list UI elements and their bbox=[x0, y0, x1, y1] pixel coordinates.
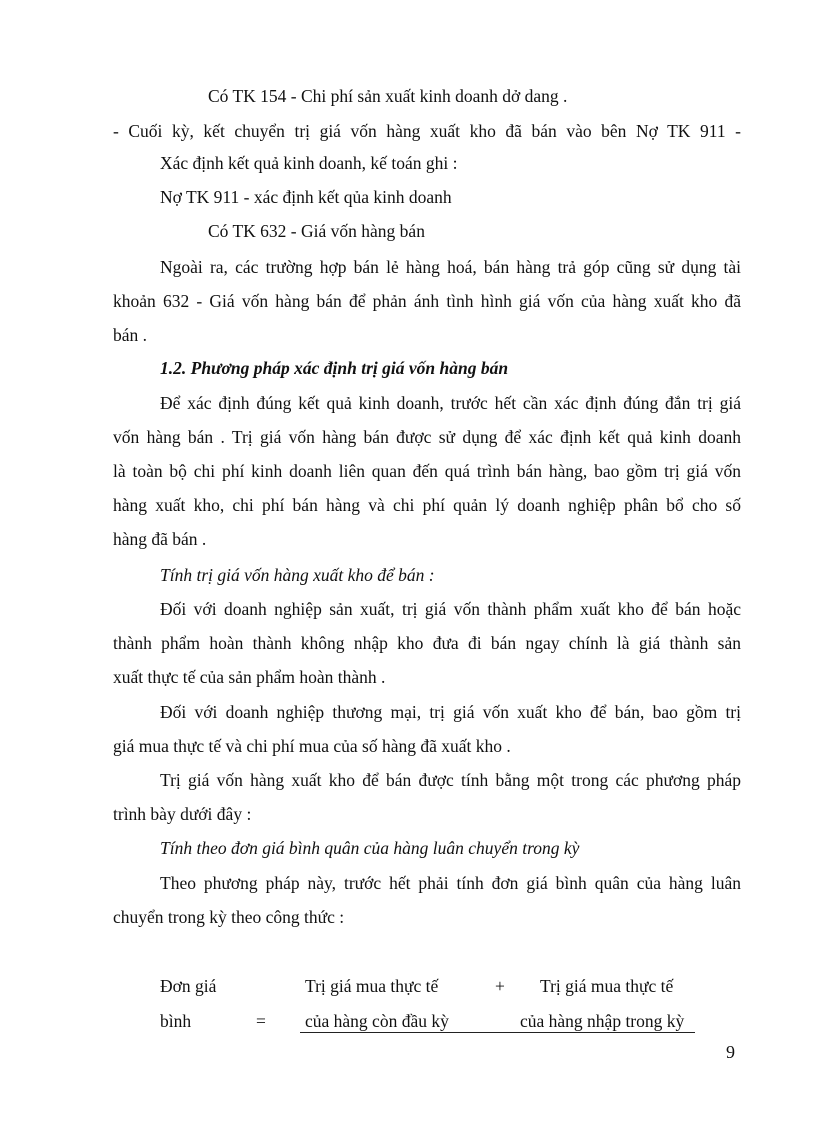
formula-term1-line2: của hàng còn đầu kỳ bbox=[305, 1011, 449, 1031]
subheading: Tính theo đơn giá bình quân của hàng luân chuyển trong kỳ bbox=[160, 838, 580, 858]
formula-term1-line1: Trị giá mua thực tế bbox=[305, 976, 439, 996]
entry-debit-911: Nợ TK 911 - xác định kết qủa kinh doanh bbox=[160, 187, 452, 207]
section-heading: 1.2. Phương pháp xác định trị giá vốn hàng bán bbox=[160, 358, 509, 378]
paragraph-line: là toàn bộ chi phí kinh doanh liên quan đến quá trình bán hàng, bao gồm trị giá vốn bbox=[113, 461, 741, 481]
paragraph-line: Đối với doanh nghiệp thương mại, trị giá vốn xuất kho để bán, bao gồm trị bbox=[160, 702, 741, 722]
formula-term2-line1: Trị giá mua thực tế bbox=[540, 976, 674, 996]
text-line: Xác định kết quả kinh doanh, kế toán ghi : bbox=[160, 153, 458, 173]
paragraph-line: Theo phương pháp này, trước hết phải tính đơn giá bình quân của hàng luân bbox=[160, 873, 741, 893]
paragraph-line: hàng đã bán . bbox=[113, 529, 207, 549]
entry-credit-632: Có TK 632 - Giá vốn hàng bán bbox=[208, 221, 425, 241]
formula-equals: = bbox=[256, 1011, 266, 1031]
entry-credit-154: Có TK 154 - Chi phí sản xuất kinh doanh dở dang . bbox=[208, 86, 568, 106]
paragraph-line: xuất thực tế của sản phẩm hoàn thành . bbox=[113, 667, 386, 687]
paragraph-line: hàng xuất kho, chi phí bán hàng và chi phí quản lý doanh nghiệp phân bổ cho số bbox=[113, 495, 741, 515]
formula-plus: + bbox=[495, 976, 505, 996]
formula-lhs-line2: bình bbox=[160, 1011, 192, 1031]
paragraph-line: vốn hàng bán . Trị giá vốn hàng bán được sử dụng để xác định kết quả kinh doanh bbox=[113, 427, 741, 447]
page-number: 9 bbox=[726, 1042, 735, 1062]
text-line: - Cuối kỳ, kết chuyển trị giá vốn hàng xuất kho đã bán vào bên Nợ TK 911 - bbox=[113, 121, 741, 141]
paragraph-line: khoản 632 - Giá vốn hàng bán để phản ánh tình hình giá vốn của hàng xuất kho đã bbox=[113, 291, 741, 311]
paragraph-line: giá mua thực tế và chi phí mua của số hàng đã xuất kho . bbox=[113, 736, 511, 756]
paragraph-line: Trị giá vốn hàng xuất kho để bán được tính bằng một trong các phương pháp bbox=[160, 770, 741, 790]
formula-lhs-line1: Đơn giá bbox=[160, 976, 217, 996]
paragraph-line: thành phẩm hoàn thành không nhập kho đưa đi bán ngay chính là giá thành sản bbox=[113, 633, 741, 653]
subheading: Tính trị giá vốn hàng xuất kho để bán : bbox=[160, 565, 435, 585]
paragraph-line: trình bày dưới đây : bbox=[113, 804, 252, 824]
formula-term2-line2: của hàng nhập trong kỳ bbox=[520, 1011, 685, 1031]
paragraph-line: Ngoài ra, các trường hợp bán lẻ hàng hoá, bán hàng trả góp cũng sử dụng tài bbox=[160, 257, 741, 277]
paragraph-line: Để xác định đúng kết quả kinh doanh, trước hết cần xác định đúng đắn trị giá bbox=[160, 393, 741, 413]
paragraph-line: chuyển trong kỳ theo công thức : bbox=[113, 907, 345, 927]
fraction-bar bbox=[300, 1032, 695, 1033]
paragraph-line: Đối với doanh nghiệp sản xuất, trị giá vốn thành phẩm xuất kho để bán hoặc bbox=[160, 599, 741, 619]
paragraph-line: bán . bbox=[113, 325, 148, 345]
